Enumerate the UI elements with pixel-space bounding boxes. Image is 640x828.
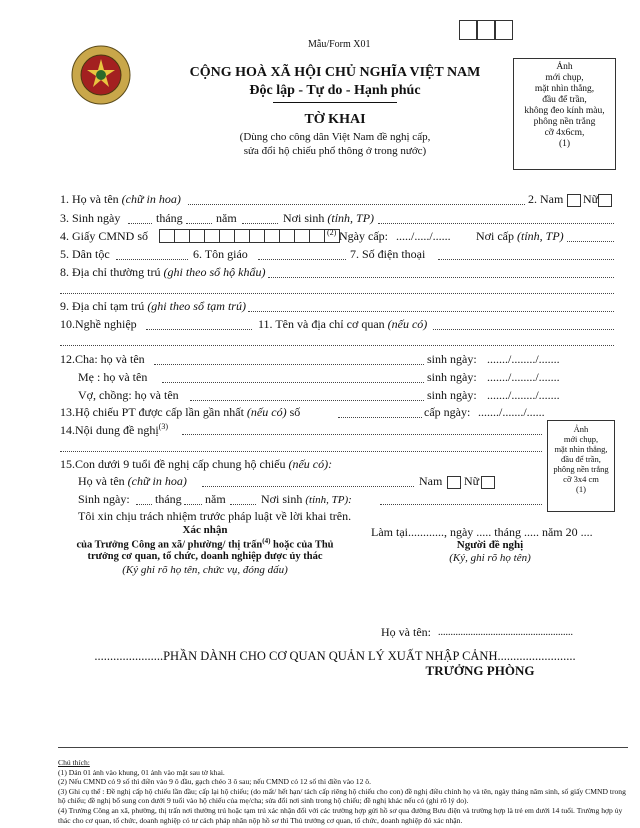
field-1-label: [60, 192, 181, 207]
child-female-label: Nữ: [464, 474, 480, 488]
photo-text: mới chụp,: [563, 434, 599, 444]
child-birthplace-input[interactable]: [380, 504, 542, 505]
label-text: 11. Tên và địa chỉ cơ quan: [258, 317, 385, 331]
employer-label: [258, 317, 427, 332]
temporary-address-input[interactable]: [248, 311, 614, 312]
label-text: Họ và tên: [78, 474, 125, 488]
father-dob-input[interactable]: ......./......../.......: [487, 352, 560, 366]
spouse-dob-label: sinh ngày:: [427, 388, 477, 402]
confirm-line-2: trưởng cơ quan, tổ chức, doanh nghiệp được ủy thác: [87, 551, 323, 562]
photo-text: đầu để trần,: [542, 95, 587, 105]
notes-divider: [58, 747, 628, 748]
child-name-label: [78, 474, 187, 489]
place-date-line[interactable]: Làm tại............, ngày ..... tháng ..... năm 20 ....: [371, 525, 593, 539]
photo-text: phông nền trắng: [533, 117, 596, 127]
footnotes: [58, 758, 628, 825]
religion-label: 6. Tôn giáo: [193, 247, 248, 261]
label-text: 14.Nội dung đề nghị: [60, 423, 159, 437]
label-text: Nơi sinh: [261, 492, 303, 506]
id-issue-date-input[interactable]: ...../...../......: [396, 229, 451, 243]
dob-day-input[interactable]: [128, 223, 152, 224]
note-ref: (3): [158, 422, 168, 431]
applicant-name-input[interactable]: ......................................................: [438, 627, 573, 638]
father-name-label: 12.Cha: họ và tên: [60, 352, 145, 366]
code-box-2[interactable]: [477, 20, 495, 40]
child-name-input[interactable]: [202, 486, 414, 487]
mother-name-input[interactable]: [162, 382, 424, 383]
last-passport-number-input[interactable]: [338, 417, 422, 418]
child-male-label: Nam: [419, 474, 443, 488]
birthplace-label: [283, 211, 374, 226]
applicant-title: Người đề nghị: [456, 539, 524, 551]
child-birthplace-label: [261, 492, 352, 507]
photo-box-child[interactable]: [547, 420, 615, 512]
child-dob-label: Sinh ngày:: [78, 492, 130, 506]
permanent-address-input[interactable]: [268, 277, 614, 278]
mother-dob-label: sinh ngày:: [427, 370, 477, 384]
dob-year-label: năm: [216, 211, 237, 225]
permanent-address-label: [60, 265, 265, 280]
temporary-address-label: [60, 299, 246, 314]
confirm-line-3: (Ký ghi rõ họ tên, chức vụ, đóng dấu): [122, 564, 288, 576]
photo-text: đầu để trần,: [561, 454, 601, 464]
applicant-name-label: Họ và tên:: [381, 625, 431, 639]
motto-underline: [273, 102, 397, 103]
photo-text: không đeo kính màu,: [524, 106, 605, 116]
hint-text: (nếu có): [246, 405, 287, 419]
spouse-name-input[interactable]: [190, 400, 424, 401]
photo-text: cỡ 3x4 cm: [563, 474, 599, 484]
ethnicity-input[interactable]: [116, 259, 188, 260]
last-passport-label: [60, 405, 300, 420]
spouse-dob-input[interactable]: ......./......../.......: [487, 388, 560, 402]
note-ref: (4): [262, 537, 271, 545]
dob-month-input[interactable]: [186, 223, 212, 224]
photo-text: Ảnh: [556, 62, 573, 72]
father-name-input[interactable]: [154, 364, 424, 365]
photo-text: phông nền trắng: [553, 464, 609, 474]
hint-text: (nếu có):: [288, 457, 333, 471]
photo-box-main[interactable]: [513, 58, 616, 170]
hint-text: (chữ in hoa): [127, 474, 187, 488]
child-dob-day-input[interactable]: [136, 504, 152, 505]
motto: Độc lập - Tự do - Hạnh phúc: [249, 83, 421, 98]
id-issue-place-label: [476, 229, 564, 244]
form-code: Mẫu/Form X01: [308, 39, 371, 50]
mother-dob-input[interactable]: ......./......../.......: [487, 370, 560, 384]
phone-label: 7. Số điện thoại: [350, 247, 426, 261]
child-dob-month-label: tháng: [155, 492, 182, 506]
photo-text: Ảnh: [573, 424, 589, 434]
id-card-label: 4. Giấy CMND số: [60, 229, 149, 243]
male-checkbox[interactable]: [567, 194, 581, 207]
label-text: 8. Địa chỉ thường trú: [60, 265, 161, 279]
dob-year-input[interactable]: [242, 223, 278, 224]
label-text: số: [289, 405, 301, 419]
child-section-label: [60, 457, 332, 472]
confirm-text: của Trưởng Công an xã/ phường/ thị trấn: [76, 539, 263, 551]
id-issue-date-label: Ngày cấp:: [339, 229, 388, 243]
footnote-1: (1) Dán 01 ảnh vào khung, 01 ảnh vào mặt sau tờ khai.: [58, 767, 225, 777]
form-title: TỜ KHAI: [304, 112, 366, 127]
father-dob-label: sinh ngày:: [427, 352, 477, 366]
id-issue-place-input[interactable]: [567, 241, 614, 242]
footnote-2: (2) Nếu CMND có 9 số thì điền vào 9 ô đầu, gạch chéo 3 ô sau; nếu CMND có 12 số thì điền vào 12 ô.: [58, 777, 371, 787]
photo-text: mặt nhìn thẳng,: [534, 84, 595, 94]
child-dob-year-input[interactable]: [230, 504, 256, 505]
label-text: Nơi cấp: [476, 229, 514, 243]
id-card-digit-boxes[interactable]: [159, 229, 339, 243]
label-text: 9. Địa chỉ tạm trú: [60, 299, 145, 313]
child-dob-month-input[interactable]: [184, 504, 202, 505]
mother-name-label: Mẹ : họ và tên: [78, 370, 148, 384]
request-content-input-2[interactable]: [60, 451, 542, 452]
form-subtitle-2: sửa đổi hộ chiếu phổ thông ở trong nước): [243, 145, 427, 157]
form-subtitle-1: (Dùng cho công dân Việt Nam đề nghị cấp,: [239, 131, 431, 143]
office-reserved: ......................PHẦN DÀNH CHO CƠ QUAN QUẢN LÝ XUẤT NHẬP CẢNH.........................: [94, 649, 576, 663]
label-text: 1. Họ và tên: [60, 192, 119, 206]
pledge-text: Tôi xin chịu trách nhiệm trước pháp luật về lời khai trên.: [78, 509, 352, 523]
photo-text: (1): [576, 484, 586, 494]
hint-text: (ghi theo sổ tạm trú): [147, 299, 246, 313]
notes-title: Chú thích:: [58, 758, 90, 767]
spouse-name-label: Vợ, chồng: họ và tên: [78, 388, 179, 402]
occupation-input[interactable]: [146, 329, 252, 330]
hint-text: (tỉnh, TP): [327, 211, 375, 225]
full-name-input[interactable]: [188, 204, 525, 205]
footnote-4: (4) Trưởng Công an xã, phường, thị trấn nơi thường trú hoặc tạm trú xác nhận đối với các trường hợp gửi hồ sơ qua đường Bưu điện và trường hợp là trẻ em dưới 14 tuổi. Trường hợp ủy thác cho cơ quan, tổ chức, doanh nghiệp có tư cách pháp nhân nộp hồ sơ thì Thủ trưởng cơ quan, tổ chức, doanh nghiệp đó xác nhận.: [58, 805, 623, 825]
female-label: Nữ: [583, 192, 599, 206]
confirm-title: Xác nhận: [182, 524, 228, 536]
last-passport-date-label: cấp ngày:: [424, 405, 471, 419]
photo-text: mặt nhìn thẳng,: [554, 444, 608, 454]
applicant-hint: (Ký, ghi rõ họ tên): [449, 552, 531, 564]
code-box-1[interactable]: [459, 20, 477, 40]
hint-text: (tỉnh, TP):: [305, 494, 352, 506]
office-head: TRƯỞNG PHÒNG: [425, 663, 535, 678]
female-checkbox[interactable]: [598, 194, 612, 207]
hint-text: (tỉnh, TP): [517, 229, 564, 243]
hint-text: (nếu có): [387, 317, 428, 331]
employer-input[interactable]: [433, 329, 614, 330]
label-text: Nơi sinh: [283, 211, 325, 225]
ethnicity-label: 5. Dân tộc: [60, 247, 110, 261]
label-text: 15.Con dưới 9 tuổi đề nghị cấp chung hộ chiếu: [60, 457, 286, 471]
request-content-input[interactable]: [182, 434, 542, 435]
country-name: CỘNG HOÀ XÃ HỘI CHỦ NGHĨA VIỆT NAM: [189, 65, 481, 80]
photo-text: mới chụp,: [545, 73, 584, 83]
gender-label: 2. Nam: [528, 192, 564, 206]
employer-input-2[interactable]: [60, 345, 614, 346]
footnote-3: (3) Ghi cụ thể : Đề nghị cấp hộ chiếu lần đầu; cấp lại hộ chiếu; (do mất/ hết hạn/ tách cấp riêng hộ chiếu cho con) đề nghị điều chỉnh họ và tên, ngày tháng năm sinh, số giấy CMND trong hộ chiếu; đề nghị bổ sung con dưới 9 tuổi vào hộ chiếu của mẹ/cha; sửa đổi nơi sinh trong hộ chiếu; đề nghị khác nếu có (ghi rõ lý do).: [58, 786, 626, 806]
child-female-checkbox[interactable]: [481, 476, 495, 489]
hint-text: (chữ in hoa): [121, 192, 181, 206]
hint-text: (ghi theo sổ hộ khẩu): [163, 265, 266, 279]
label-text: 13.Hộ chiếu PT được cấp lần gần nhất: [60, 405, 244, 419]
religion-input[interactable]: [258, 259, 346, 260]
photo-text: cỡ 4x6cm,: [544, 128, 585, 138]
photo-text: (1): [558, 139, 571, 149]
last-passport-date-input[interactable]: ......./......./......: [478, 405, 545, 419]
confirm-line-1: [55, 537, 355, 551]
child-male-checkbox[interactable]: [447, 476, 461, 489]
child-dob-year-label: năm: [205, 492, 226, 506]
id-card-note-ref: (2): [327, 228, 337, 237]
immigration-emblem: [71, 45, 131, 105]
dob-month-label: tháng: [156, 211, 183, 225]
request-content-label: [60, 422, 168, 438]
permanent-address-input-2[interactable]: [60, 293, 614, 294]
confirm-text: hoặc của Thủ: [273, 539, 334, 551]
dob-label: 3. Sinh ngày: [60, 211, 121, 225]
code-box-3[interactable]: [495, 20, 513, 40]
birthplace-input[interactable]: [378, 223, 614, 224]
occupation-label: 10.Nghề nghiệp: [60, 317, 137, 331]
phone-input[interactable]: [438, 259, 614, 260]
